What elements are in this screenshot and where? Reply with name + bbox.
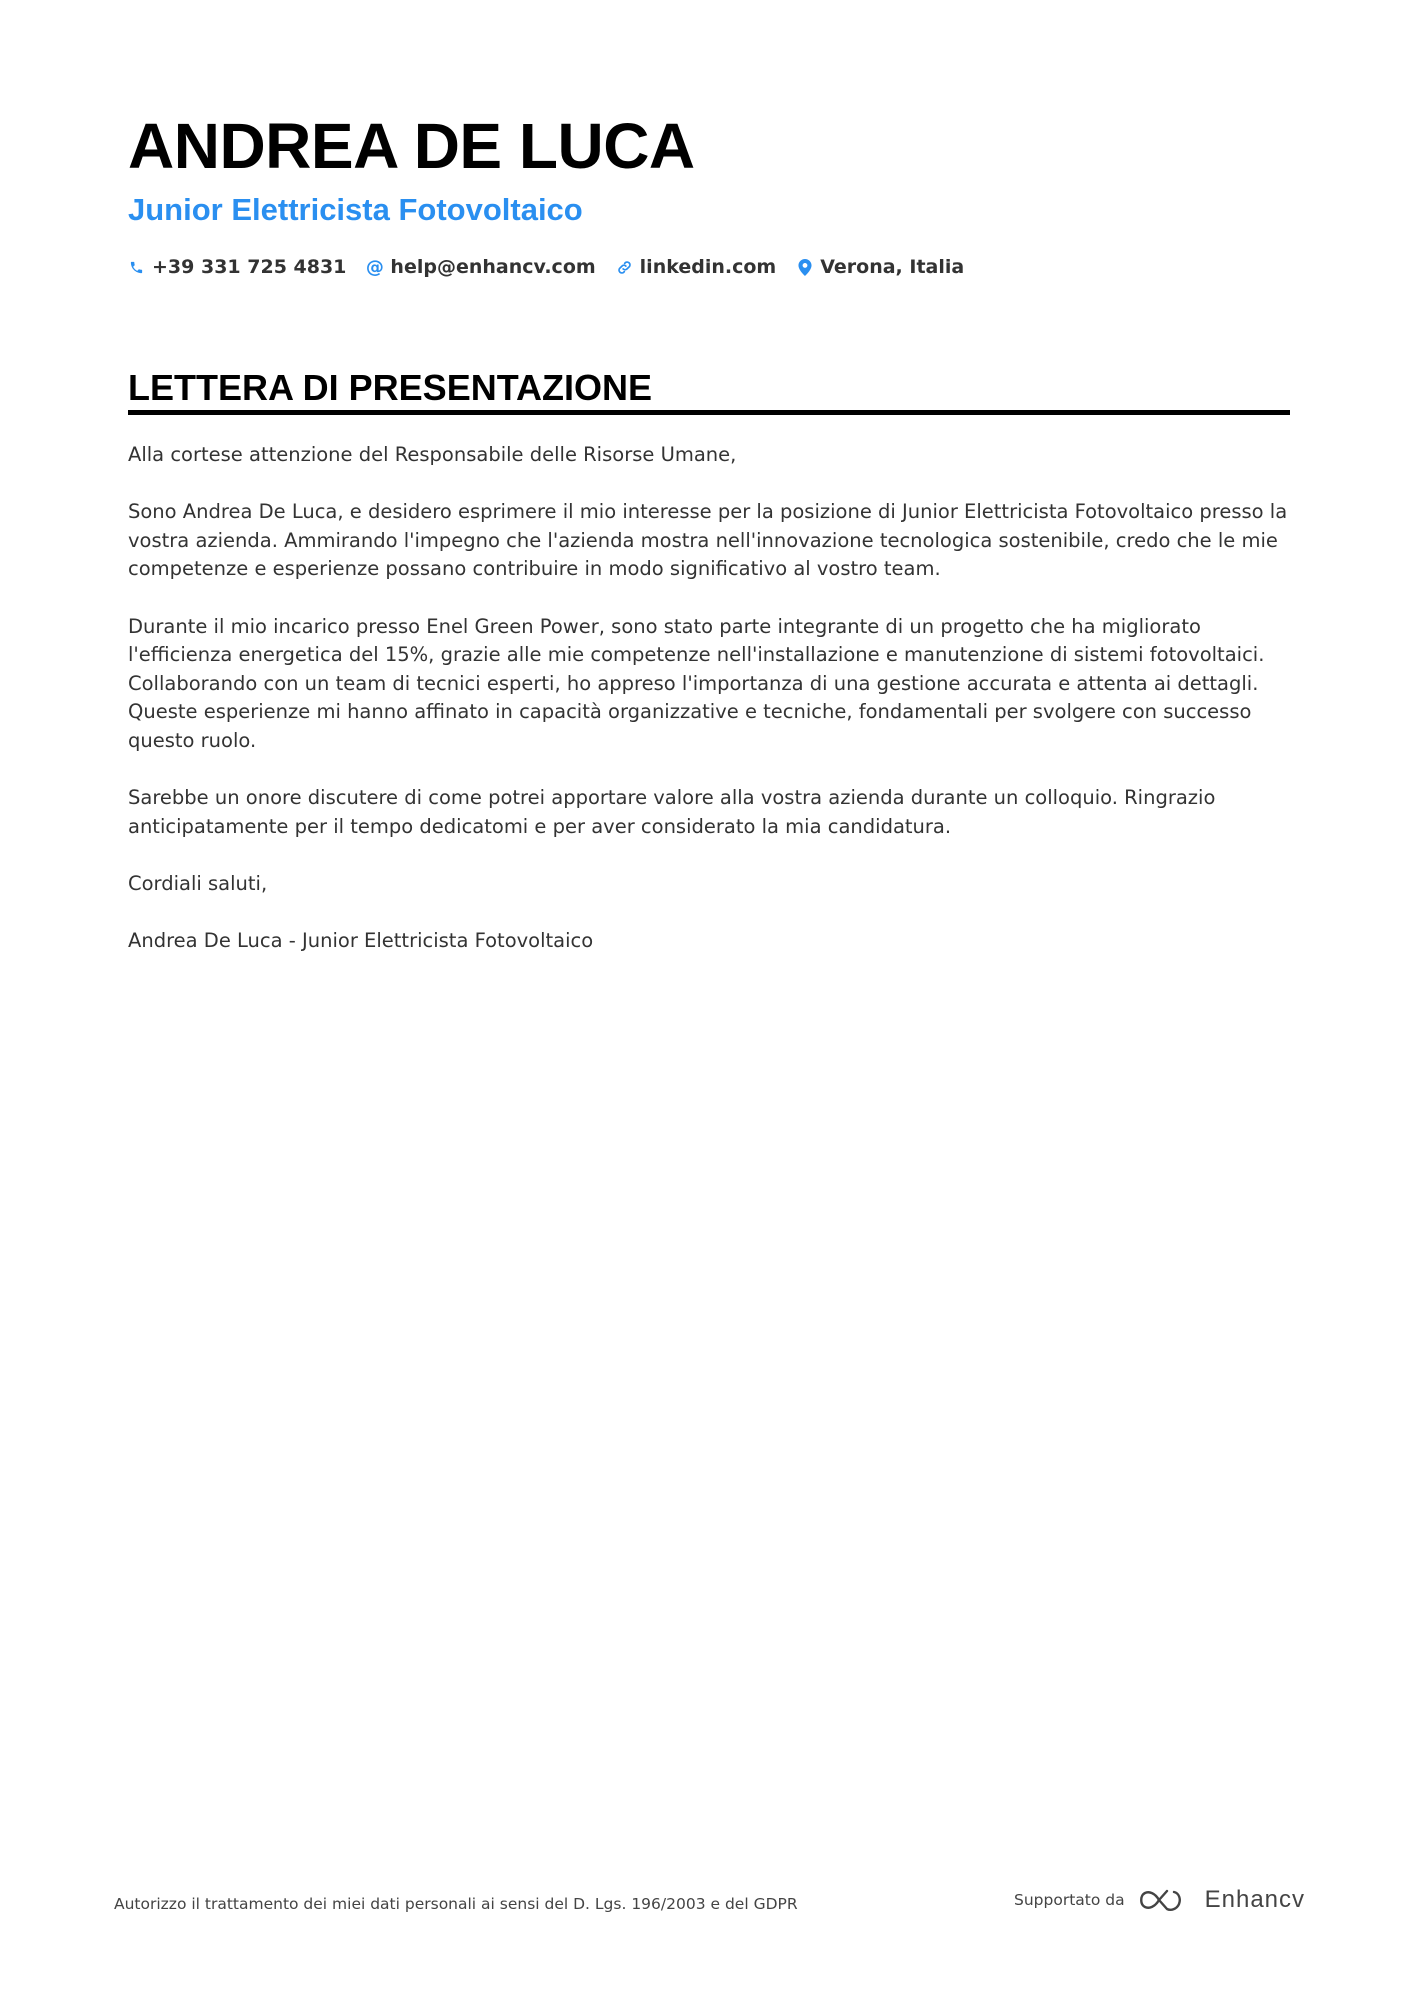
- contact-linkedin-text[interactable]: linkedin.com: [639, 256, 777, 278]
- letter-salutation: Alla cortese attenzione del Responsabile delle Risorse Umane,: [128, 443, 737, 466]
- phone-icon: [128, 259, 145, 276]
- letter-body: [128, 441, 1290, 984]
- contact-location-text: Verona, Italia: [820, 256, 965, 278]
- link-icon: [616, 259, 633, 276]
- privacy-consent: Autorizzo il trattamento dei miei dati personali ai sensi del D. Lgs. 196/2003 e del GDPR: [114, 1895, 798, 1913]
- at-icon: @: [365, 256, 384, 278]
- candidate-role: Junior Elettricista Fotovoltaico: [128, 192, 583, 227]
- letter-paragraph-closing: Sarebbe un onore discutere di come potrei apportare valore alla vostra azienda durante un colloquio. Ringrazio anticipatamente per il tempo dedicatomi e per aver considerato la mia candidatura.: [128, 786, 1216, 838]
- powered-by[interactable]: [1014, 1886, 1305, 1914]
- contact-email-text[interactable]: help@enhancv.com: [390, 256, 596, 278]
- enhancv-logo-icon: [1137, 1887, 1183, 1913]
- section-divider: [128, 410, 1290, 415]
- contact-email[interactable]: [366, 254, 595, 280]
- contact-linkedin[interactable]: [616, 254, 777, 280]
- contact-phone: [128, 254, 346, 280]
- powered-by-label: Supportato da: [1014, 1891, 1125, 1909]
- letter-paragraph-intro: Sono Andrea De Luca, e desidero esprimere il mio interesse per la posizione di Junior Elettricista Fotovoltaico presso la vostra azienda. Ammirando l'impegno che l'azienda mostra nell'innovazione tecnologica sostenibile, credo che le mie competenze e esperienze possano contribuire in modo significativo al vostro team.: [128, 500, 1288, 581]
- enhancv-brand-name: Enhancv: [1204, 1886, 1306, 1913]
- letter-signature: Andrea De Luca - Junior Elettricista Fotovoltaico: [128, 929, 594, 953]
- contact-location: [796, 254, 964, 280]
- contact-bar: [128, 254, 964, 280]
- letter-sign-off: Cordiali saluti,: [128, 871, 268, 895]
- contact-phone-text: +39 331 725 4831: [152, 256, 347, 278]
- location-pin-icon: [796, 259, 813, 276]
- candidate-name: ANDREA DE LUCA: [128, 110, 695, 182]
- section-title: LETTERA DI PRESENTAZIONE: [128, 367, 653, 408]
- letter-paragraph-experience: Durante il mio incarico presso Enel Green Power, sono stato parte integrante di un progetto che ha migliorato l'efficienza energetica del 15%, grazie alle mie competenze nell'installazione e manutenzione di sistemi fotovoltaici. Collaborando con un team di tecnici esperti, ho appreso l'importanza di una gestione accurata e attenta ai dettagli. Queste esperienze mi hanno affinato in capacità organizzative e tecniche, fondamentali per svolgere con successo questo ruolo.: [128, 614, 1265, 752]
